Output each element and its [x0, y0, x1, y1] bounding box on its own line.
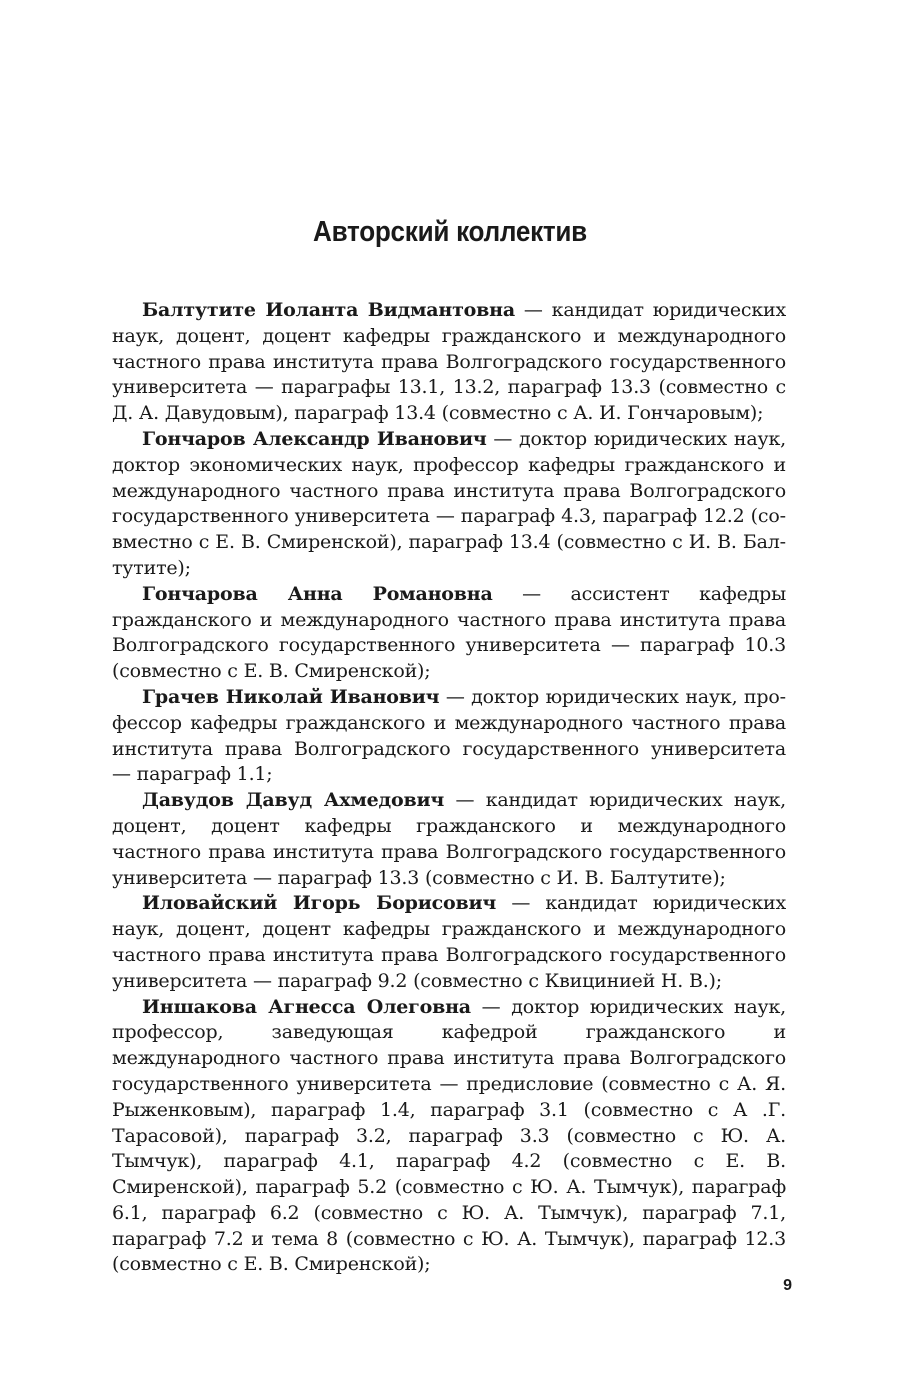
author-description: — ассистент кафедры гражданского и международного частного права института права Волгоградского государственного университета — параграф 10.3 (совместно с Е. В. Смиренской); — [112, 582, 786, 683]
author-entry — [112, 298, 786, 427]
author-list — [112, 298, 786, 1278]
author-name: Давудов Давуд Ахмедович — [142, 789, 445, 812]
author-name: Грачев Николай Иванович — [142, 685, 440, 708]
author-name: Гончарова Анна Романовна — [142, 582, 493, 605]
page-number: 9 — [783, 1277, 792, 1294]
author-description: — доктор юридических наук, профессор, заведующая кафедрой гражданского и международного частного права института права Волгоградского государственного университета — предисловие (совместно с А. Я. Рыженковым), параграф 1.4, параграф 3.1 (совместно с А .Г. Тарасовой), параграф 3.2, параграф 3.3 (совместно с Ю. А. Тымчук), параграф 4.1, параграф 4.2 (совместно с Е. В. Смиренской), параграф 5.2 (совместно с Ю. А. Тымчук), параграф 6.1, параграф 6.2 (совместно с Ю. А. Тымчук), параграф 7.1, параграф 7.2 и тема 8 (совместно с Ю. А. Тымчук), параграф 12.3 (совместно с Е. В. Смиренской); — [112, 995, 786, 1276]
author-description: — кандидат юридических наук, доцент, доцент кафедры гражданского и международного частного права института права Волгоградского государственного университета — параграфы 13.1, 13.2, параграф 13.3 (совместно с Д. А. Давудовым), параграф 13.4 (совместно с А. И. Гончаровым); — [112, 299, 786, 425]
page-title: Авторский коллектив — [313, 216, 587, 248]
author-entry — [112, 891, 786, 994]
author-name: Иншакова Агнесса Олеговна — [142, 995, 471, 1018]
author-name: Иловайский Игорь Борисович — [142, 892, 497, 915]
author-name: Гончаров Александр Иванович — [142, 427, 487, 450]
author-name: Балтутите Иоланта Видмантовна — [142, 299, 515, 321]
author-entry — [112, 685, 786, 788]
author-entry — [112, 995, 786, 1279]
author-description: — кандидат юридических наук, доцент, доцент кафедры гражданского и международного частного права института права Волгоградского государственного университета — параграф 13.3 (совместно с И. В. Балтутите); — [112, 789, 787, 889]
author-entry — [112, 788, 786, 891]
author-entry — [112, 427, 786, 582]
author-description: — кандидат юридических наук, доцент, доцент кафедры гражданского и международного частного права института права Волгоградского государственного университета — параграф 9.2 (совместно с Квицинией Н. В.); — [112, 892, 787, 992]
author-description: — доктор юридических наук, профессор кафедры гражданского и международного частного права института права Волгоградского государственного университета — параграф 1.1; — [112, 685, 787, 786]
author-description: — доктор юридических наук, доктор экономических наук, профессор кафедры гражданского и международного частного права института права Волгоградского государственного университета — параграф 4.3, параграф 12.2 (совместно с Е. В. Смиренской), параграф 13.4 (совместно с И. В. Балтутите); — [112, 427, 786, 579]
author-entry — [112, 582, 786, 685]
